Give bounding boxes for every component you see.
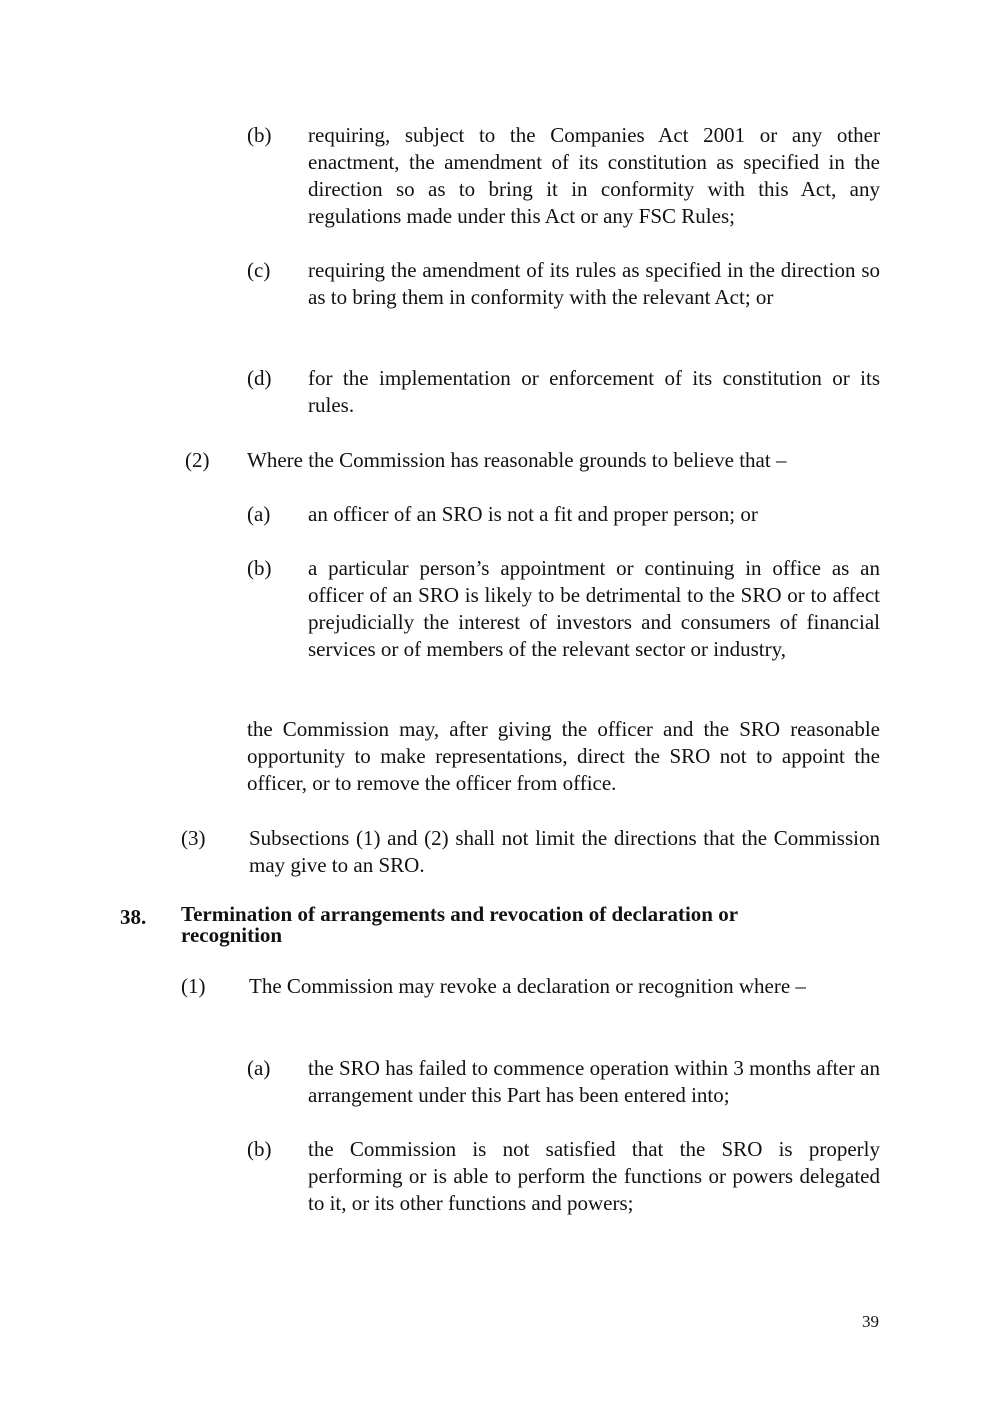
item-text: requiring the amendment of its rules as specified in the direction so as to bring them in conformity with the relevant Act; or [308, 258, 880, 309]
item-label: (b) [247, 1137, 272, 1161]
item-label: (b) [247, 556, 272, 580]
item-text: a particular person’s appointment or continuing in office as an officer of an SRO is likely to be detrimental to the SRO or to affect prejudicially the interest of investors and consumers of financial services or of members of the relevant sector or industry, [308, 556, 880, 661]
item-text: requiring, subject to the Companies Act 2001 or any other enactment, the amendment of its constitution as specified in the direction so as to bring it in conformity with this Act, any regulations made under this Act or any FSC Rules; [308, 123, 880, 228]
subsection-label: (1) [181, 974, 206, 998]
subsection-intro: Where the Commission has reasonable grounds to believe that – [247, 448, 787, 472]
item-label: (a) [247, 1056, 271, 1080]
subsection-text: Subsections (1) and (2) shall not limit the directions that the Commission may give to an SRO. [249, 826, 880, 877]
subsection-label: (3) [181, 826, 206, 850]
section-number: 38. [120, 905, 147, 929]
item-text: an officer of an SRO is not a fit and proper person; or [308, 502, 758, 526]
item-label: (a) [247, 502, 271, 526]
section-title: Termination of arrangements and revocation of declaration or recognition [181, 902, 738, 947]
subsection-intro: The Commission may revoke a declaration or recognition where – [249, 974, 806, 998]
item-label: (d) [247, 366, 272, 390]
page-number: 39 [862, 1312, 879, 1331]
item-label: (b) [247, 123, 272, 147]
item-label: (c) [247, 258, 271, 282]
item-text: the Commission is not satisfied that the SRO is properly performing or is able to perform the functions or powers delegated to it, or its other functions and powers; [308, 1137, 880, 1215]
item-text: for the implementation or enforcement of its constitution or its rules. [308, 366, 880, 417]
conclusion-text: the Commission may, after giving the officer and the SRO reasonable opportunity to make representations, direct the SRO not to appoint the officer, or to remove the officer from office. [247, 717, 880, 795]
item-text: the SRO has failed to commence operation within 3 months after an arrangement under this Part has been entered into; [308, 1056, 880, 1107]
subsection-label: (2) [185, 448, 210, 472]
